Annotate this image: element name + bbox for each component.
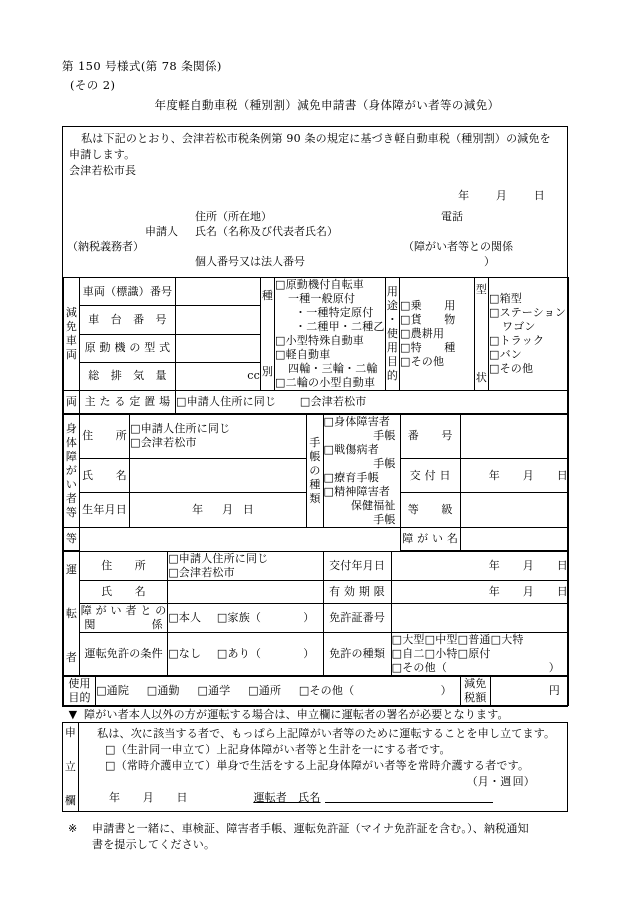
handbook-option-war-injury-cont: 手帳 bbox=[373, 457, 396, 470]
asterisk-marker-icon: ※ bbox=[68, 822, 78, 835]
date-month-label: 月 bbox=[495, 189, 508, 202]
statement-day-label: 日 bbox=[176, 791, 188, 804]
handbook-grade-label: 等 級 bbox=[400, 493, 460, 528]
exemption-tax-amount[interactable] bbox=[490, 677, 568, 706]
driver-name-input[interactable] bbox=[168, 581, 323, 604]
driver-relation-row bbox=[64, 604, 569, 633]
purpose-option-facility[interactable]: □通所 bbox=[248, 684, 282, 697]
handbook-option-physical[interactable]: □身体障害者 bbox=[323, 415, 391, 428]
driver-address-label: 住 所 bbox=[80, 552, 168, 581]
application-frame bbox=[62, 126, 568, 707]
handbook-issue-date-label: 交 付 日 bbox=[400, 458, 460, 493]
date-day-label: 日 bbox=[533, 189, 545, 202]
disabled-birthdate-label: 生年月日 bbox=[80, 493, 130, 528]
purpose-row bbox=[64, 677, 569, 706]
disability-name-row bbox=[64, 528, 569, 551]
date-year-label: 年 bbox=[458, 189, 470, 202]
vehicle-section-vlabel: 減 免 車 両 bbox=[64, 278, 80, 391]
statement-option-constant-care[interactable]: □（常時介護申立て）単身で生活をする上記身体障がい者等を常時介護する者です。 bbox=[105, 759, 530, 772]
exemption-tax-label: 減免 税額 bbox=[460, 677, 490, 706]
shape-option-0[interactable]: □箱型 bbox=[489, 292, 522, 305]
footnote bbox=[62, 821, 568, 853]
license-condition-none[interactable]: □なし bbox=[168, 647, 202, 660]
statement-row bbox=[63, 723, 568, 812]
exemption-tax-unit: 円 bbox=[548, 684, 560, 697]
statement-signature-row[interactable] bbox=[85, 790, 561, 806]
handbook-number-input[interactable] bbox=[460, 415, 568, 459]
use-option-3[interactable]: □特 種 bbox=[400, 341, 456, 354]
handbook-option-physical-cont: 手帳 bbox=[373, 429, 396, 442]
handbook-option-ryoiku[interactable]: □療育手帳 bbox=[323, 471, 379, 484]
footnote-line-1: ※ 申請書と一緒に、車検証、障害者手帳、運転免許証（マイナ免許証を含む。）、納税通知 bbox=[62, 821, 568, 837]
relation-to-disabled-label: （障がい者等との関係） bbox=[403, 240, 513, 268]
vehicle-row-1 bbox=[64, 278, 569, 306]
use-option-2[interactable]: □農耕用 bbox=[400, 327, 445, 340]
statement-grid bbox=[62, 722, 568, 812]
license-types-line-1[interactable]: □大型□中型□普通□大特 bbox=[391, 633, 524, 646]
shape-option-2: ワゴン bbox=[502, 320, 536, 333]
driver-relation-label: 障 が い 者 と の 関 係 bbox=[80, 604, 167, 631]
license-number-label: 免許証番号 bbox=[323, 604, 391, 633]
submission-date-row bbox=[63, 187, 567, 203]
page-title: 年度軽自動車税（種別割）減免申請書（身体障がい者等の減免） bbox=[154, 98, 500, 112]
notice-text: 障がい者本人以外の方が運転する場合は、申立欄に運転者の署名が必要となります。 bbox=[84, 708, 509, 721]
driver-signature-label: 運転者 氏名 bbox=[253, 791, 321, 804]
type-option-0[interactable]: □原動機付自転車 bbox=[275, 278, 364, 291]
disabled-address-label: 住 所 bbox=[80, 415, 130, 459]
license-condition-label: 運転免許の条件 bbox=[80, 633, 168, 676]
parking-option-aizuwakamatsu[interactable]: □会津若松市 bbox=[299, 395, 367, 408]
disabled-name-label: 氏 名 bbox=[80, 458, 130, 493]
relation-option-close: ） bbox=[303, 611, 315, 624]
handbook-option-mental-cont1: 保健福祉 bbox=[350, 499, 396, 512]
handbook-option-mental[interactable]: □精神障害者 bbox=[323, 485, 391, 498]
type-option-1: 一種一般原付 bbox=[288, 292, 356, 305]
form-number: 第 150 号様式(第 78 条関係) bbox=[62, 59, 222, 73]
statement-body[interactable] bbox=[79, 723, 568, 812]
footnote-line-2: 書を提示してください。 bbox=[92, 838, 216, 851]
license-expiry-input[interactable]: 年 月 日 bbox=[391, 581, 568, 604]
chassis-number-input[interactable] bbox=[176, 306, 261, 334]
license-condition-yes[interactable]: □あり（ bbox=[216, 647, 262, 660]
driver-grid bbox=[63, 551, 569, 676]
use-option-0[interactable]: □乗 用 bbox=[400, 299, 456, 312]
intro-line-2: 申請します。 bbox=[69, 148, 136, 161]
disabled-name-input[interactable] bbox=[130, 458, 307, 493]
applicant-address-label: 住所（所在地） bbox=[195, 210, 272, 223]
license-condition-options[interactable] bbox=[168, 633, 323, 676]
type-option-3: ・二種甲・二種乙 bbox=[295, 320, 385, 333]
disabled-person-grid bbox=[63, 414, 569, 551]
chassis-number-label: 車 台 番 号 bbox=[80, 306, 176, 334]
declaration-intro bbox=[63, 127, 567, 181]
license-issue-date-label: 交付年月日 bbox=[323, 552, 391, 581]
parking-row bbox=[64, 391, 569, 414]
driver-section-vlabel: 運 転 者 bbox=[64, 552, 80, 676]
triangle-marker-icon: ▼ bbox=[68, 708, 78, 721]
vehicle-use-vlabel: 用 途 ・ 使 用 目 的 bbox=[386, 278, 400, 391]
notice-row bbox=[62, 706, 568, 722]
disability-name-input[interactable] bbox=[460, 528, 568, 551]
driver-license-condition-row bbox=[64, 633, 569, 676]
handbook-type-vlabel: 手 帳 の 種 類 bbox=[307, 415, 323, 528]
statement-month-label: 月 bbox=[142, 791, 154, 804]
applicant-name-label: 氏名（名称及び代表者氏名） bbox=[195, 225, 338, 238]
vehicle-number-input[interactable] bbox=[176, 278, 261, 306]
type-option-6: 四輪・三輪・二輪 bbox=[288, 362, 378, 375]
purpose-label: 使用 目的 bbox=[64, 677, 96, 706]
vehicle-shape-options[interactable] bbox=[489, 278, 569, 391]
use-option-4[interactable]: □その他 bbox=[400, 355, 445, 368]
shape-option-3[interactable]: □トラック bbox=[489, 334, 545, 347]
driver-name-label: 氏 名 bbox=[80, 581, 168, 604]
type-option-2: ・一種特定原付 bbox=[295, 306, 374, 319]
care-frequency[interactable]: （月・週回） bbox=[466, 775, 535, 788]
type-option-4[interactable]: □小型特殊自動車 bbox=[275, 334, 364, 347]
parking-option-same-as-applicant[interactable]: □申請人住所に同じ bbox=[176, 395, 277, 408]
intro-addressee: 会津若松市長 bbox=[69, 164, 137, 177]
use-option-1[interactable]: □貨 物 bbox=[400, 313, 456, 326]
handbook-type-options[interactable] bbox=[323, 415, 400, 528]
license-condition-close: ） bbox=[303, 647, 315, 660]
mynumber-label: 個人番号又は法人番号 bbox=[195, 255, 305, 268]
statement-year-label: 年 bbox=[109, 791, 121, 804]
vehicle-type-options[interactable] bbox=[275, 278, 386, 391]
driver-address-option-city[interactable]: □会津若松市 bbox=[168, 566, 235, 579]
driver-relation-options[interactable] bbox=[168, 604, 323, 633]
applicant-block bbox=[63, 203, 567, 277]
relation-option-family[interactable]: □家族（ bbox=[216, 611, 262, 624]
main-grid bbox=[63, 277, 569, 414]
driver-signature-line[interactable] bbox=[325, 802, 493, 803]
vehicle-section-vlabel-cont: 両 bbox=[64, 391, 80, 414]
driver-address-option-same[interactable]: □申請人住所に同じ bbox=[168, 552, 269, 565]
license-issue-date-input[interactable]: 年 月 日 bbox=[391, 552, 568, 581]
displacement-label: 総 排 気 量 bbox=[80, 362, 176, 390]
shape-option-4[interactable]: □バン bbox=[489, 348, 522, 361]
engine-model-label: 原 動 機 の 型 式 bbox=[80, 334, 176, 362]
statement-option-same-household[interactable]: □（生計同一申立て）上記身体障がい者等と生計を一にする者です。 bbox=[105, 743, 451, 756]
handbook-grade-input[interactable] bbox=[460, 493, 568, 528]
taxpayer-label: （納税義務者） bbox=[67, 240, 144, 253]
purpose-option-commute-school[interactable]: □通学 bbox=[197, 684, 231, 697]
shape-option-1[interactable]: □ステーション bbox=[489, 306, 567, 319]
applicant-label: 申請人 bbox=[145, 225, 178, 238]
driver-address-options[interactable] bbox=[168, 552, 323, 581]
displacement-input[interactable]: cc bbox=[176, 362, 261, 390]
vehicle-type-vlabel: 種 別 bbox=[261, 278, 275, 391]
disabled-birthdate-input[interactable]: 年 月 日 bbox=[130, 493, 307, 528]
driver-name-row bbox=[64, 581, 569, 604]
disabled-address-option-city[interactable]: □会津若松市 bbox=[130, 436, 197, 450]
engine-model-input[interactable] bbox=[176, 334, 261, 362]
license-expiry-label: 有 効 期 限 bbox=[323, 581, 391, 604]
license-types-line-2[interactable]: □自二□小特□原付 bbox=[391, 647, 491, 660]
statement-line-1: 私は、次に該当する者で、もっぱら上記障がい者等のために運転することを申し立てます。 bbox=[97, 727, 556, 740]
purpose-option-hospital[interactable]: □通院 bbox=[96, 684, 130, 697]
purpose-option-other[interactable]: □その他（ bbox=[298, 684, 355, 697]
form-sub-number: (その 2) bbox=[70, 78, 116, 92]
handbook-number-label: 番 号 bbox=[400, 415, 460, 459]
license-types-line-3[interactable]: □その他（ ） bbox=[391, 661, 560, 674]
disability-name-label: 障 が い 名 bbox=[400, 528, 460, 551]
license-type-label: 免許の種類 bbox=[323, 633, 391, 676]
parking-location-label: 主 た る 定 置 場 bbox=[80, 391, 176, 414]
vehicle-use-options[interactable] bbox=[400, 278, 475, 391]
statement-section-vlabel: 申 立 欄 bbox=[63, 723, 79, 812]
vehicle-shape-vlabel: 型 状 bbox=[475, 278, 489, 391]
vehicle-number-label: 車両（標識）番号 bbox=[80, 278, 176, 306]
license-number-input[interactable] bbox=[391, 604, 568, 633]
handbook-option-mental-cont2: 手帳 bbox=[373, 513, 396, 526]
applicant-tel-label: 電話 bbox=[441, 210, 463, 223]
intro-line-1: 私は下記のとおり、会津若松市税条例第 90 条の規定に基づき軽自動車税（種別割）の減免を bbox=[81, 132, 551, 145]
statement-wrapper bbox=[62, 722, 568, 812]
purpose-option-commute-work[interactable]: □通勤 bbox=[146, 684, 180, 697]
purpose-options[interactable] bbox=[96, 677, 461, 706]
disabled-address-option-same[interactable]: □申請人住所に同じ bbox=[130, 422, 231, 436]
disabled-section-vlabel-cont: 等 bbox=[64, 528, 80, 551]
purpose-option-close: ） bbox=[440, 684, 452, 697]
license-type-options[interactable] bbox=[391, 633, 568, 676]
shape-option-5[interactable]: □その他 bbox=[489, 362, 534, 375]
relation-option-self[interactable]: □本人 bbox=[168, 611, 202, 624]
disabled-section-vlabel: 身 体 障 が い 者 等 bbox=[64, 415, 80, 528]
disabled-address-options[interactable] bbox=[130, 415, 307, 459]
driver-address-row bbox=[64, 552, 569, 581]
type-option-5[interactable]: □軽自動車 bbox=[275, 348, 331, 361]
purpose-grid bbox=[63, 676, 569, 706]
handbook-option-war-injury[interactable]: □戦傷病者 bbox=[323, 443, 379, 456]
type-option-7[interactable]: □二輪の小型自動車 bbox=[275, 376, 376, 389]
disabled-address-row bbox=[64, 415, 569, 459]
handbook-issue-date-input[interactable]: 年 月 日 bbox=[460, 458, 568, 493]
parking-location-options[interactable] bbox=[176, 391, 569, 414]
